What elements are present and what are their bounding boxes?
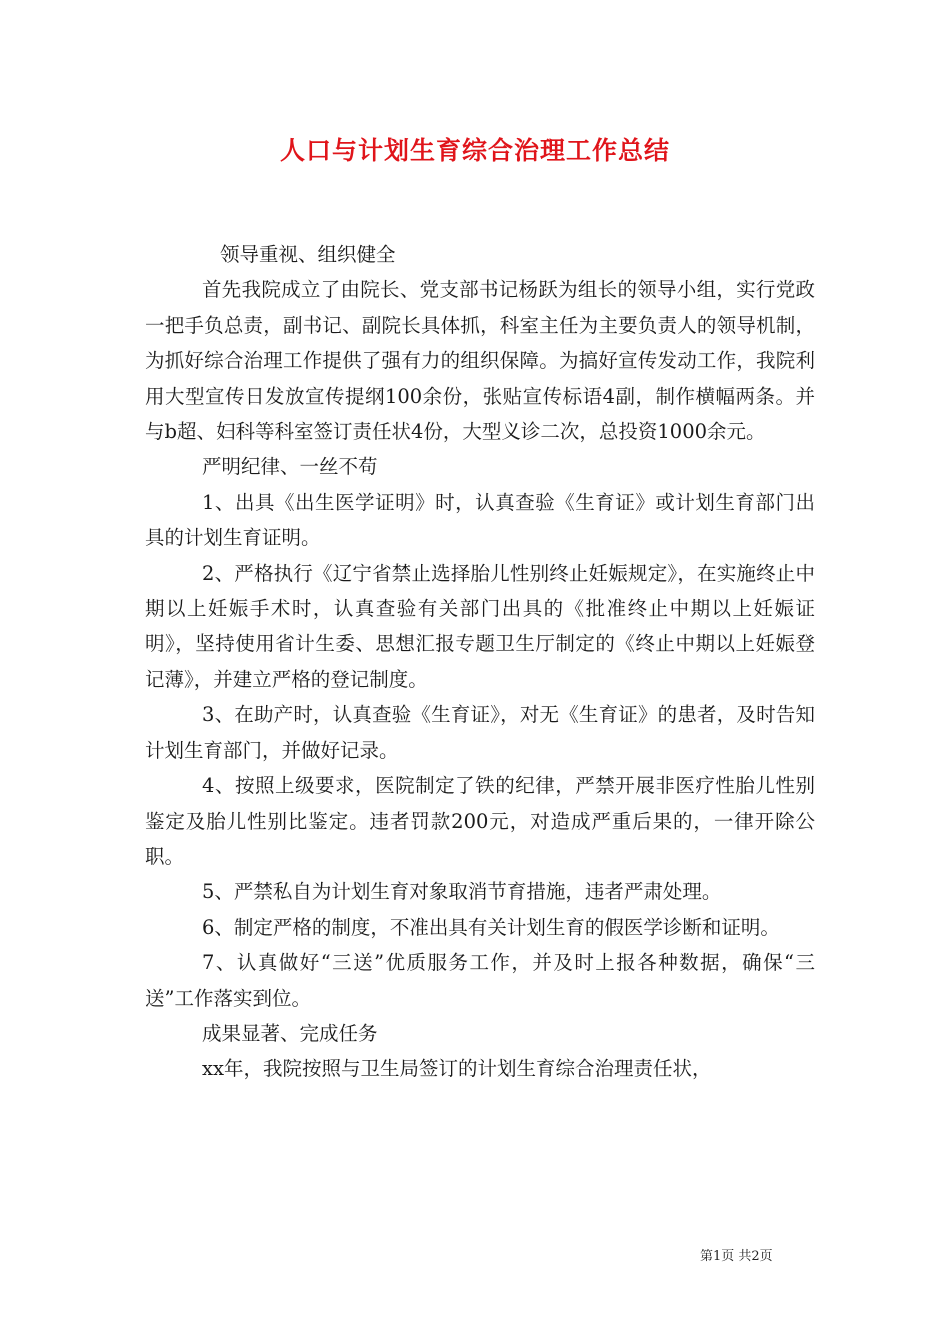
list-item-5: 5、严禁私自为计划生育对象取消节育措施，违者严肃处理。 [202,880,722,904]
paragraph-leadership: 首先我院成立了由院长、党支部书记杨跃为组长的领导小组，实行党政一把手负总责，副书记、副院长具体抓，科室主任为主要负责人的领导机制，为抓好综合治理工作提供了强有力的组织保障。为搞好宣传发动工作，我院利用大型宣传日发放宣传提纲100余份，张贴宣传标语4副，制作横幅两条。并与b超、妇科等科室签订责任状4份，大型义诊二次，总投资1000余元。 [145,278,815,444]
list-item-2: 2、严格执行《辽宁省禁止选择胎儿性别终止妊娠规定》，在实施终止中期以上妊娠手术时，认真查验有关部门出具的《批准终止中期以上妊娠证明》，坚持使用省计生委、思想汇报专题卫生厅制定的《终止中期以上妊娠登记薄》，并建立严格的登记制度。 [145,561,815,691]
paragraph-results: xx年，我院按照与卫生局签订的计划生育综合治理责任状， [202,1057,712,1081]
section-heading-results: 成果显著、完成任务 [202,1021,378,1045]
list-item-3: 3、在助产时，认真查验《生育证》，对无《生育证》的患者，及时告知计划生育部门，并做好记录。 [145,703,815,762]
document-title: 人口与计划生育综合治理工作总结 [279,136,670,165]
section-heading-discipline: 严明纪律、一丝不苟 [202,455,378,479]
list-item-6: 6、制定严格的制度，不准出具有关计划生育的假医学诊断和证明。 [202,915,780,939]
page-number: 第1页 共2页 [700,1249,773,1264]
list-item-7: 7、认真做好“三送”优质服务工作，并及时上报各种数据，确保“三送”工作落实到位。 [145,951,815,1010]
section-heading-leadership: 领导重视、组织健全 [220,243,396,266]
document-body [145,237,815,1087]
list-item-1: 1、出具《出生医学证明》时，认真查验《生育证》或计划生育部门出具的计划生育证明。 [145,490,815,550]
list-item-4: 4、按照上级要求，医院制定了铁的纪律，严禁开展非医疗性胎儿性别鉴定及胎儿性别比鉴定。违者罚款200元，对造成严重后果的，一律开除公职。 [145,774,815,868]
